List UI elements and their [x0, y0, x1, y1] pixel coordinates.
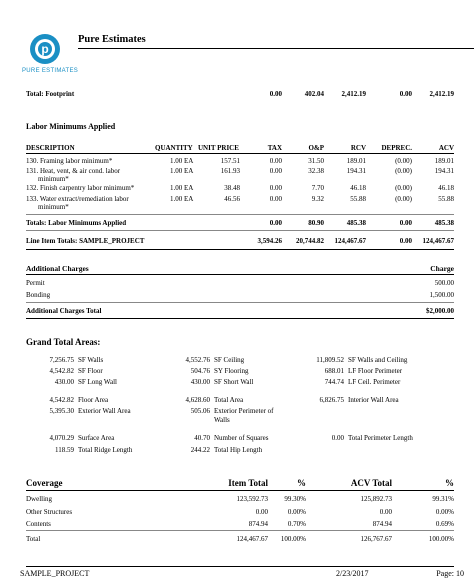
- coverage-pct1: 0.70%: [287, 520, 306, 528]
- line-item-totals-deprec: 0.00: [399, 237, 412, 245]
- row-rcv: 189.01: [346, 157, 366, 165]
- row-op: 32.38: [308, 167, 324, 175]
- area-value: 11,809.52: [316, 356, 344, 364]
- coverage-acv-total: 0.00: [379, 508, 392, 516]
- area-label: SF Floor: [78, 367, 103, 375]
- area-value: 430.00: [190, 378, 210, 386]
- area-value: 6,826.75: [319, 396, 344, 404]
- labor-total-op: 80.90: [308, 219, 324, 227]
- row-rcv: 46.18: [350, 184, 366, 192]
- row-deprec: (0.00): [395, 157, 412, 165]
- col-quantity: QUANTITY: [155, 144, 193, 152]
- item-total-header: Item Total: [228, 478, 268, 488]
- coverage-pct1: 0.00%: [287, 508, 306, 516]
- row-acv: 46.18: [438, 184, 454, 192]
- area-label: Total Hip Length: [214, 446, 263, 454]
- area-label: SF Long Wall: [78, 378, 117, 386]
- additional-total-value: $2,000.00: [426, 307, 454, 315]
- area-value: 505.06: [190, 407, 210, 415]
- area-label: Total Ridge Length: [78, 446, 133, 454]
- row-acv: 189.01: [434, 157, 454, 165]
- row-desc: 133. Water extract/remediation labor: [26, 195, 129, 203]
- area-label: SF Walls: [78, 356, 104, 364]
- area-label: Total Perimeter Length: [348, 434, 413, 442]
- area-value: 430.00: [54, 378, 74, 386]
- col-tax: TAX: [267, 144, 282, 152]
- line-item-totals-label: Line Item Totals: SAMPLE_PROJECT: [26, 237, 145, 245]
- labor-total-tax: 0.00: [269, 219, 282, 227]
- coverage-item-total: 0.00: [255, 508, 268, 516]
- col-deprec: DEPREC.: [381, 144, 412, 152]
- footprint-label: Total: Footprint: [26, 90, 75, 98]
- additional-title: Additional Charges: [26, 264, 89, 273]
- coverage-pct2: 0.69%: [435, 520, 454, 528]
- row-tax: 0.00: [269, 157, 282, 165]
- area-value: 4,628.60: [185, 396, 210, 404]
- coverage-total-item: 124,467.67: [236, 535, 268, 543]
- coverage-pct2: 0.00%: [435, 508, 454, 516]
- area-label-cont: Walls: [214, 416, 230, 424]
- row-qty: 1.00 EA: [170, 157, 194, 165]
- row-tax: 0.00: [269, 184, 282, 192]
- row-qty: 1.00 EA: [170, 167, 194, 175]
- coverage-header: Coverage: [26, 478, 63, 488]
- logo-text: PURE ESTIMATES: [22, 68, 79, 74]
- col-description: DESCRIPTION: [26, 144, 75, 152]
- labor-total-rcv: 485.38: [346, 219, 366, 227]
- col-unit-price: UNIT PRICE: [198, 144, 239, 152]
- labor-total-deprec: 0.00: [399, 219, 412, 227]
- area-label: SY Flooring: [214, 367, 249, 375]
- area-label: Floor Area: [78, 396, 109, 404]
- col-rcv: RCV: [350, 144, 366, 152]
- additional-row-label: Permit: [26, 279, 45, 287]
- area-value: 5,395.30: [49, 407, 74, 415]
- area-label: Surface Area: [78, 434, 115, 442]
- area-label: LF Ceil. Perimeter: [348, 378, 401, 386]
- row-unit: 38.48: [224, 184, 240, 192]
- row-qty: 1.00 EA: [170, 195, 194, 203]
- company-name: Pure Estimates: [78, 34, 146, 45]
- area-value: 118.59: [55, 446, 74, 454]
- row-desc: 130. Framing labor minimum*: [26, 157, 113, 165]
- additional-row-value: 500.00: [434, 279, 454, 287]
- area-label: SF Short Wall: [214, 378, 254, 386]
- coverage-pct2: 99.31%: [432, 495, 454, 503]
- row-rcv: 55.88: [350, 195, 366, 203]
- coverage-total-name: Total: [26, 535, 41, 543]
- row-unit: 46.56: [224, 195, 240, 203]
- area-label: Exterior Perimeter of: [214, 407, 274, 415]
- row-deprec: (0.00): [395, 184, 412, 192]
- additional-charge-header: Charge: [430, 264, 454, 273]
- row-tax: 0.00: [269, 195, 282, 203]
- line-item-totals-tax: 3,594.26: [257, 237, 282, 245]
- area-label: Number of Squares: [214, 434, 269, 442]
- coverage-pct1: 99.30%: [284, 495, 306, 503]
- logo-p-icon: p: [41, 42, 49, 56]
- line-item-totals-rcv: 124,467.67: [334, 237, 366, 245]
- coverage-total-pct1: 100.00%: [280, 535, 306, 543]
- coverage-item-total: 123,592.73: [236, 495, 268, 503]
- row-op: 31.50: [308, 157, 324, 165]
- footprint-tax: 0.00: [269, 90, 282, 98]
- footprint-op: 402.04: [304, 90, 324, 98]
- area-label: SF Ceiling: [214, 356, 245, 364]
- grand-title: Grand Total Areas:: [26, 337, 101, 347]
- area-value: 4,542.82: [49, 367, 74, 375]
- footprint-acv: 2,412.19: [429, 90, 454, 98]
- row-qty: 1.00 EA: [170, 184, 194, 192]
- line-item-totals-op: 20,744.82: [296, 237, 324, 245]
- row-desc: 132. Finish carpentry labor minimum*: [26, 184, 135, 192]
- area-label: LF Floor Perimeter: [348, 367, 403, 375]
- labor-title: Labor Minimums Applied: [26, 122, 116, 131]
- row-op: 9.32: [311, 195, 324, 203]
- area-value: 4,552.76: [185, 356, 210, 364]
- coverage-name: Contents: [26, 520, 51, 528]
- acv-total-header: ACV Total: [350, 478, 392, 488]
- area-value: 688.01: [324, 367, 344, 375]
- pct1-header: %: [297, 478, 306, 488]
- row-unit: 161.93: [220, 167, 240, 175]
- area-value: 40.70: [194, 434, 210, 442]
- col-op: O&P: [308, 144, 324, 152]
- additional-row-label: Bonding: [26, 291, 51, 299]
- footprint-rcv: 2,412.19: [341, 90, 366, 98]
- row-desc-cont: minimum*: [38, 175, 69, 183]
- footer-page: Page: 10: [436, 569, 464, 578]
- coverage-total-acv: 126,767.67: [360, 535, 392, 543]
- row-acv: 55.88: [438, 195, 454, 203]
- footprint-deprec: 0.00: [399, 90, 412, 98]
- footer-date: 2/23/2017: [336, 569, 369, 578]
- row-op: 7.70: [311, 184, 324, 192]
- row-rcv: 194.31: [346, 167, 366, 175]
- line-item-totals-acv: 124,467.67: [422, 237, 454, 245]
- pct2-header: %: [445, 478, 454, 488]
- coverage-acv-total: 874.94: [372, 520, 392, 528]
- row-deprec: (0.00): [395, 167, 412, 175]
- area-value: 504.76: [190, 367, 210, 375]
- area-label: Exterior Wall Area: [78, 407, 131, 415]
- pure-estimates-logo: [30, 34, 60, 64]
- col-acv: ACV: [438, 144, 454, 152]
- row-deprec: (0.00): [395, 195, 412, 203]
- area-value: 7,256.75: [49, 356, 74, 364]
- additional-row-value: 1,500.00: [429, 291, 454, 299]
- row-unit: 157.51: [220, 157, 240, 165]
- footer-project: SAMPLE_PROJECT: [20, 569, 90, 578]
- coverage-item-total: 874.94: [248, 520, 268, 528]
- labor-total-label: Totals: Labor Minimums Applied: [26, 219, 127, 227]
- area-label: Interior Wall Area: [348, 396, 399, 404]
- coverage-acv-total: 125,892.73: [360, 495, 392, 503]
- area-label: SF Walls and Ceiling: [348, 356, 408, 364]
- labor-total-acv: 485.38: [434, 219, 454, 227]
- area-label: Total Area: [214, 396, 244, 404]
- row-desc-cont: minimum*: [38, 203, 69, 211]
- area-value: 744.74: [324, 378, 344, 386]
- area-value: 244.22: [190, 446, 210, 454]
- area-value: 0.00: [331, 434, 344, 442]
- coverage-name: Other Structures: [26, 508, 73, 516]
- row-tax: 0.00: [269, 167, 282, 175]
- area-value: 4,542.82: [49, 396, 74, 404]
- area-value: 4,070.29: [49, 434, 74, 442]
- additional-total-label: Additional Charges Total: [26, 307, 102, 315]
- coverage-name: Dwelling: [26, 495, 53, 503]
- row-desc: 131. Heat, vent, & air cond. labor: [26, 167, 121, 175]
- coverage-total-pct2: 100.00%: [428, 535, 454, 543]
- row-acv: 194.31: [434, 167, 454, 175]
